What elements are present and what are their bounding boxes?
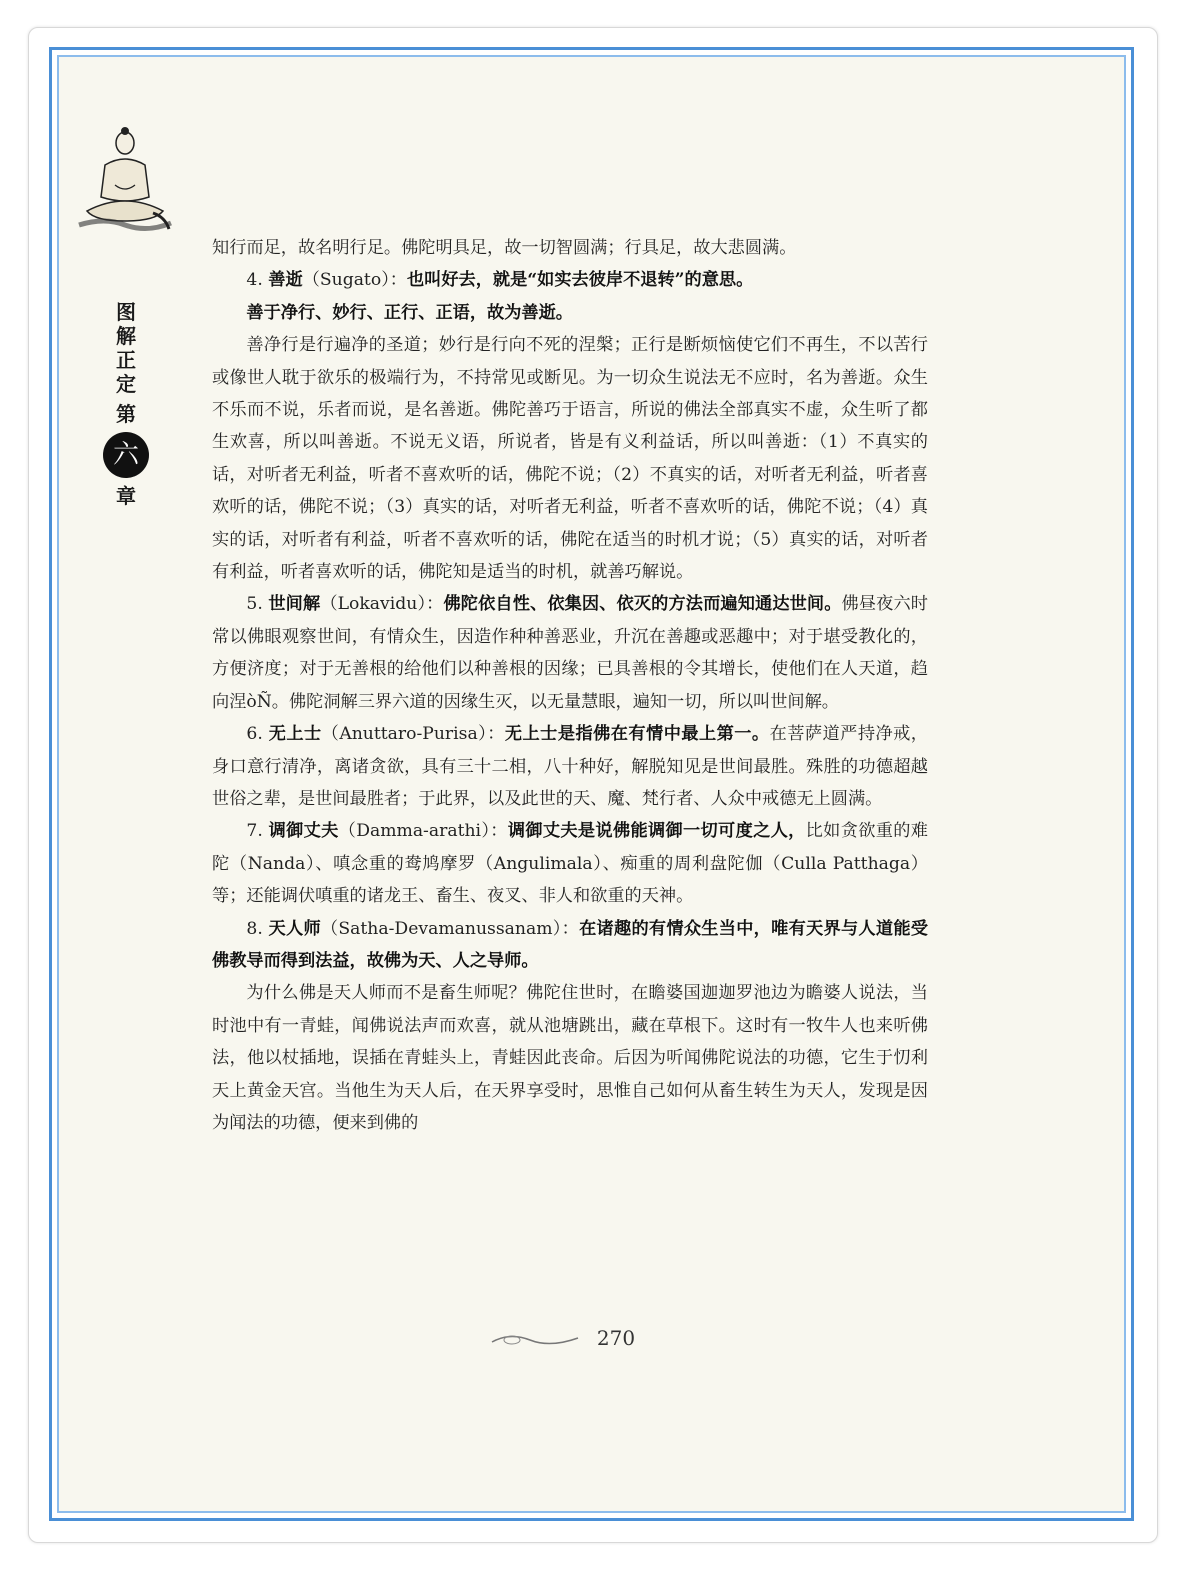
paragraph — [212, 588, 928, 718]
bold-text: 调御丈夫 — [268, 821, 339, 842]
text: 8. — [246, 918, 269, 939]
paragraph — [212, 297, 928, 329]
side-title-char: 解 — [116, 324, 136, 348]
text: 为什么佛是天人师而不是畜生师呢？佛陀住世时，在瞻婆国迦迦罗池边为瞻婆人说法，当时池中有一青蛙，闻佛说法声而欢喜，就从池塘跳出，藏在草根下。这时有一牧牛人也来听佛法，他以杖插地，误插在青蛙头上，青蛙因此丧命。后因为听闻佛陀说法的功德，它生于忉利天上黄金天宫。当他生为天人后，在天界享受时，思惟自己如何从畜生转生为天人，发现是因为闻法的功德，便来到佛的 — [212, 983, 928, 1133]
bold-text: 无上士 — [268, 724, 322, 745]
paragraph — [212, 232, 928, 264]
paragraph — [212, 264, 928, 296]
body-text — [212, 232, 928, 1139]
text: 6. — [246, 724, 269, 745]
paragraph — [212, 977, 928, 1139]
text: （Damma-arathi）： — [338, 821, 508, 842]
paragraph — [212, 913, 928, 978]
text: （Sugato）： — [302, 270, 407, 291]
text: （Satha-Devamanussanam）： — [320, 918, 580, 939]
paragraph — [212, 329, 928, 588]
text: 5. — [246, 594, 269, 615]
text: 善净行是行遍净的圣道；妙行是行向不死的涅槃；正行是断烦恼使它们不再生，不以苦行或像世人耽于欲乐的极端行为，不持常见或断见。为一切众生说法无不应时，名为善逝。众生不乐而不说，乐者而说，是名善逝。佛陀善巧于语言，所说的佛法全部真实不虚，众生听了都生欢喜，所以叫善逝。不说无义语，所说者，皆是有义利益话，所以叫善逝：（1）不真实的话，对听者无利益，听者不喜欢听的话，佛陀不说；（2）不真实的话，对听者无利益，听者喜欢听的话，佛陀不说；（3）真实的话，对听者无利益，听者不喜欢听的话，佛陀不说；（4）真实的话，对听者有利益，听者不喜欢听的话，佛陀在适当的时机才说；（5）真实的话，对听者有利益，听者喜欢听的话，佛陀知是适当的时机，就善巧解说。 — [212, 335, 928, 583]
text: （Lokavidu）： — [320, 594, 444, 615]
text: （Anuttaro-Purisa）： — [321, 724, 505, 745]
bold-text: 善于净行、妙行、正行、正语，故为善逝。 — [246, 302, 573, 323]
chapter-side-title — [106, 300, 146, 508]
side-title-char: 第 — [116, 402, 136, 426]
text: 知行而足，故名明行足。佛陀明具足，故一切智圆满；行具足，故大悲圆满。 — [212, 238, 797, 258]
bold-text: 调御丈夫是说佛能调御一切可度之人， — [507, 821, 806, 842]
text: 在菩萨道严持净戒，身口意行清净，离诸贪欲，具有三十二相，八十种好，解脱知见是世间最胜。殊胜的功德超越世俗之辈，是世间最胜者；于此界，以及此世的天、魔、梵行者、人众中戒德无上圆满。 — [212, 724, 928, 809]
paragraph — [212, 718, 928, 815]
side-title-char: 定 — [116, 372, 136, 396]
text: 佛昼夜六时常以佛眼观察世间，有情众生，因造作种种善恶业，升沉在善趣或恶趣中；对于堪受教化的，方便济度；对于无善根的给他们以种善根的因缘；已具善根的令其增长，使他们在人天道，趋向涅òÑ。佛陀洞解三界六道的因缘生灭，以无量慧眼，遍知一切，所以叫世间解。 — [212, 594, 928, 712]
paragraph — [212, 815, 928, 912]
side-title-char: 正 — [116, 348, 136, 372]
side-title-char: 章 — [116, 484, 136, 508]
text: 7. — [246, 821, 269, 842]
text: 比如贪欲重的难陀（Nanda）、嗔念重的鸯鸠摩罗（Angulimala）、痴重的周利盘陀伽（Culla Patthaga）等；还能调伏嗔重的诸龙王、畜生、夜叉、非人和欲重的天神。 — [212, 821, 928, 907]
side-title-char: 图 — [116, 300, 136, 324]
chapter-number-badge: 六 — [103, 432, 149, 478]
page-footer — [0, 1318, 1188, 1358]
bold-text: 世间解 — [268, 594, 321, 615]
bold-text: 天人师 — [268, 918, 321, 939]
page-number: 270 — [596, 1326, 636, 1350]
bold-text: 也叫好去，就是“如实去彼岸不退转”的意思。 — [406, 270, 754, 291]
bold-text: 在诸趣的有情众生当中，唯有天界与人道能受佛教导而得到法益，故佛为天、人之导师。 — [212, 918, 928, 971]
buddha-illustration — [75, 125, 175, 235]
bold-text: 善逝 — [268, 270, 303, 291]
text: 4. — [246, 270, 269, 291]
bold-text: 无上士是指佛在有情中最上第一。 — [504, 724, 770, 745]
bold-text: 佛陀依自性、依集因、依灭的方法而遍知通达世间。 — [443, 594, 842, 615]
